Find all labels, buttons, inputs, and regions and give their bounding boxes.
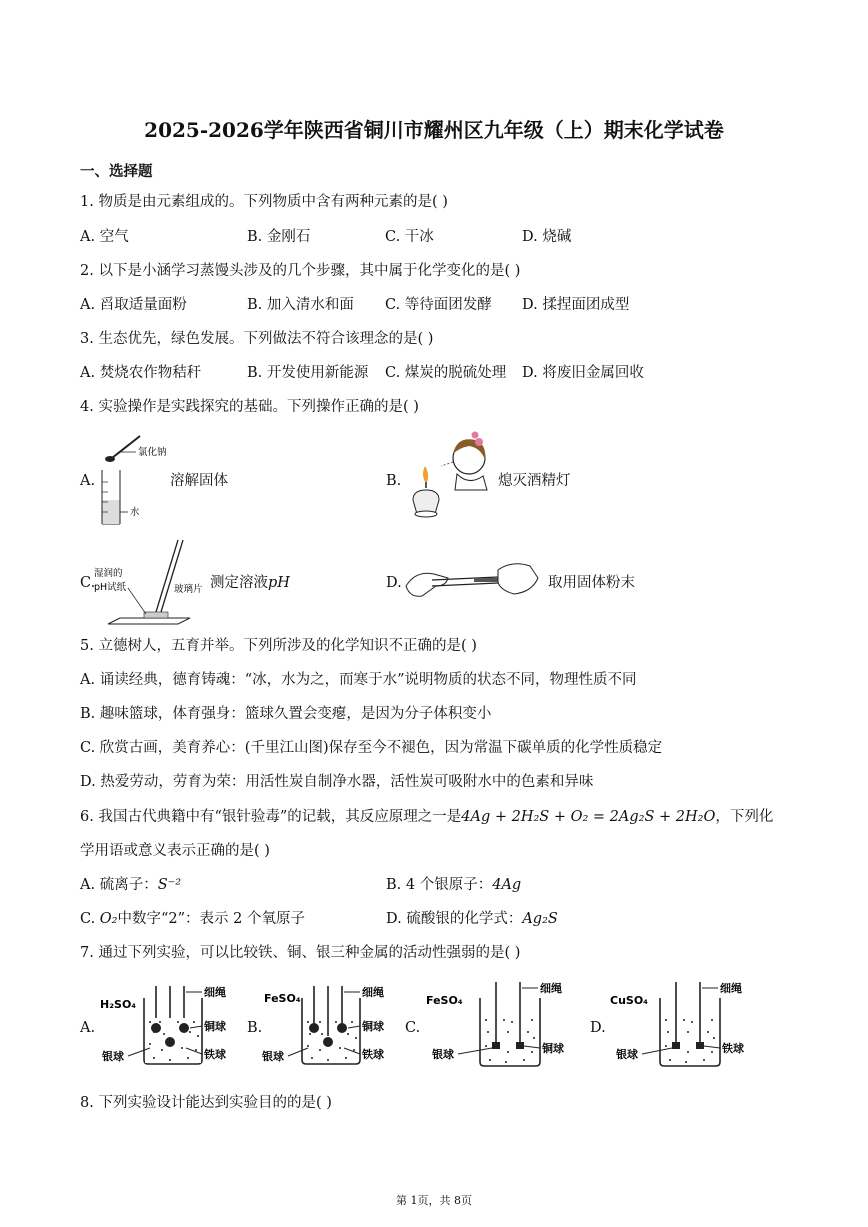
glass-slide-label: 玻璃片 — [174, 584, 203, 595]
beaker-figure-c — [424, 976, 584, 1073]
question-1-option-c: C. 干冰 — [385, 229, 434, 245]
question-2-option-d: D. 揉捏面团成型 — [522, 297, 630, 313]
page-title: 2025-2026学年陕西省铜川市耀州区九年级（上）期末化学试卷 — [144, 118, 724, 142]
right-ball-label-1: 铜球 — [542, 1042, 564, 1055]
beaker-figure-d — [608, 976, 768, 1073]
rope-label: 细绳 — [204, 986, 226, 999]
question-4-option-c-label: C. — [80, 575, 96, 591]
rope-label: 细绳 — [362, 986, 384, 999]
question-3-option-b: B. 开发使用新能源 — [247, 365, 369, 381]
question-5-option-d: D. 热爱劳动，劳育为荣：用活性炭自制净水器，活性炭可吸附水中的色素和异味 — [80, 774, 594, 790]
sodium-chloride-label: 氯化钠 — [138, 447, 167, 458]
silver-ball-label: 银球 — [102, 1050, 124, 1063]
solution-label: FeSO₄ — [426, 994, 463, 1007]
question-2-option-c: C. 等待面团发酵 — [385, 297, 492, 313]
question-1-option-a: A. 空气 — [80, 229, 129, 245]
right-ball-label-2: 铁球 — [722, 1042, 744, 1055]
question-1-option-d: D. 烧碱 — [522, 229, 572, 245]
right-ball-label-1: 铜球 — [362, 1020, 384, 1033]
question-3-option-a: A. 焚烧农作物秸秆 — [80, 365, 202, 381]
question-3-option-d: D. 将废旧金属回收 — [522, 365, 644, 381]
wet-label: 湿润的 — [94, 568, 123, 579]
question-6-option-a: A. 硫离子：S⁻² — [80, 877, 182, 893]
question-6-option-b: B. 4 个银原子：4Ag — [386, 877, 522, 893]
solution-label: H₂SO₄ — [100, 998, 137, 1011]
question-2-stem: 2. 以下是小涵学习蒸馒头涉及的几个步骤，其中属于化学变化的是( ) — [80, 263, 521, 279]
question-4-option-d-text: 取用固体粉末 — [548, 575, 635, 591]
ph-paper-label: pH试纸 — [94, 582, 127, 593]
question-7-option-c-label: C. — [405, 1020, 421, 1036]
question-2-option-a: A. 舀取适量面粉 — [80, 297, 187, 313]
question-5-stem: 5. 立德树人，五育并举。下列所涉及的化学知识不正确的是( ) — [80, 638, 477, 654]
rope-label: 细绳 — [540, 982, 562, 995]
measure-ph-figure — [94, 538, 214, 628]
question-1-option-b: B. 金刚石 — [247, 229, 311, 245]
silver-reaction-equation: 4Ag + 2H₂S + O₂ = 2Ag₂S + 2H₂O — [461, 809, 716, 825]
question-4-option-a-text: 溶解固体 — [170, 473, 228, 489]
right-ball-label-2: 铁球 — [362, 1048, 384, 1061]
silver-ball-label: 银球 — [432, 1048, 454, 1061]
question-8-stem: 8. 下列实验设计能达到实验目的的是( ) — [80, 1095, 332, 1111]
question-4-option-d-label: D. — [386, 575, 402, 591]
question-5-option-c: C. 欣赏古画，美育养心：(千里江山图)保存至今不褪色，因为常温下碳单质的化学性质稳定 — [80, 740, 663, 756]
rope-label: 细绳 — [720, 982, 742, 995]
section-heading: 一、选择题 — [80, 163, 153, 180]
question-7-option-a-label: A. — [80, 1020, 96, 1036]
question-2-option-b: B. 加入清水和面 — [247, 297, 354, 313]
question-4-option-c-text: 测定溶液pH — [210, 575, 290, 591]
extinguish-alcohol-lamp-figure — [405, 430, 497, 528]
silver-ball-label: 银球 — [262, 1050, 284, 1063]
question-6-stem-line2: 学用语或意义表示正确的是( ) — [80, 843, 270, 859]
question-4-stem: 4. 实验操作是实践探究的基础。下列操作正确的是( ) — [80, 399, 419, 415]
question-3-option-c: C. 煤炭的脱硫处理 — [385, 365, 507, 381]
question-1-stem: 1. 物质是由元素组成的。下列物质中含有两种元素的是( ) — [80, 194, 448, 210]
solution-label: FeSO₄ — [264, 992, 301, 1005]
question-5-option-a: A. 诵读经典，德育铸魂：“冰，水为之，而寒于水”说明物质的状态不同，物理性质不同 — [80, 672, 637, 688]
page-footer: 第 1页，共 8页 — [396, 1194, 472, 1207]
right-ball-label-1: 铜球 — [204, 1020, 226, 1033]
question-5-option-b: B. 趣味篮球，体育强身：篮球久置会变瘪，是因为分子体积变小 — [80, 706, 492, 722]
question-6-stem-line1: 6. 我国古代典籍中有“银针验毒”的记载，其反应原理之一是4Ag + 2H₂S + O₂ = 2Ag₂S + 2H₂O，下列化 — [80, 809, 774, 825]
take-powder-figure — [402, 556, 542, 606]
question-6-option-d: D. 硫酸银的化学式：Ag₂S — [386, 911, 558, 927]
question-7-option-d-label: D. — [590, 1020, 606, 1036]
question-6-option-c: C. O₂中数字“2”：表示 2 个氧原子 — [80, 911, 305, 927]
question-7-stem: 7. 通过下列实验，可以比较铁、铜、银三种金属的活动性强弱的是( ) — [80, 945, 521, 961]
solution-label: CuSO₄ — [610, 994, 648, 1007]
question-4-option-b-text: 熄灭酒精灯 — [498, 473, 571, 489]
right-ball-label-2: 铁球 — [204, 1048, 226, 1061]
water-label: 水 — [130, 507, 140, 518]
question-7-option-b-label: B. — [247, 1020, 263, 1036]
beaker-figure-a — [98, 978, 248, 1073]
silver-ball-label: 银球 — [616, 1048, 638, 1061]
question-3-stem: 3. 生态优先，绿色发展。下列做法不符合该理念的是( ) — [80, 331, 434, 347]
beaker-figure-b — [262, 978, 412, 1073]
question-4-option-b-label: B. — [386, 473, 402, 489]
question-4-option-a-label: A. — [80, 473, 96, 489]
dissolve-solid-figure — [94, 430, 174, 530]
